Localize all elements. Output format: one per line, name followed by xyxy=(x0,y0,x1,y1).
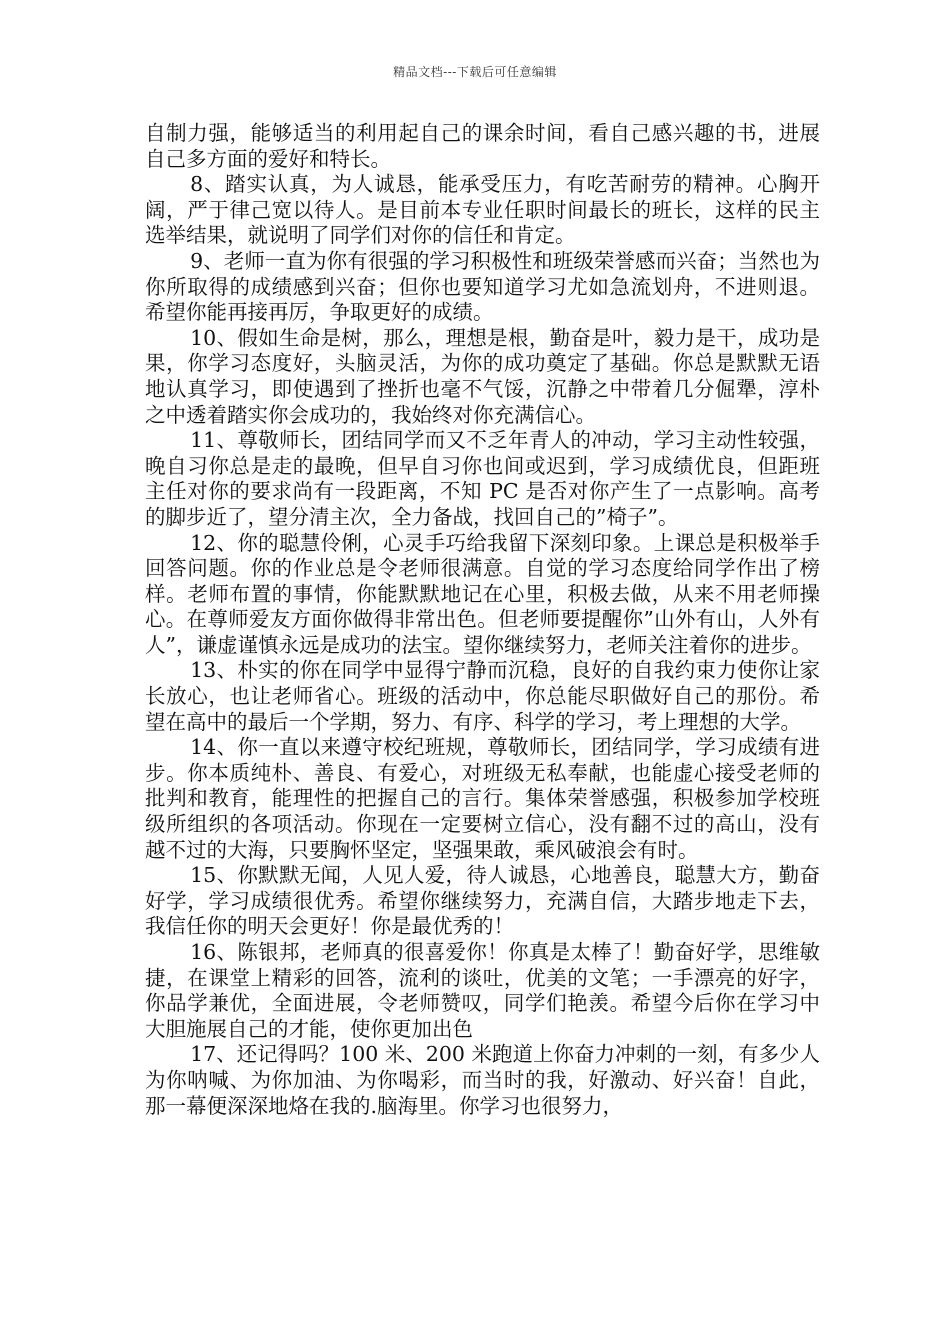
paragraph-item-17: 17、还记得吗？100 米、200 米跑道上你奋力冲刺的一刻，有多少人为你呐喊、为你加油、为你喝彩，而当时的我，好激动、好兴奋！自此，那一幕便深深地烙在我的.脑海里。你学习也很努力， xyxy=(145,1042,820,1118)
paragraph-item-11: 11、尊敬师长，团结同学而又不乏年青人的冲动，学习主动性较强，晚自习你总是走的最晚，但早自习你也间或迟到，学习成绩优良，但距班主任对你的要求尚有一段距离，不知 PC 是否对你产生了一点影响。高考的脚步近了，望分清主次，全力备战，找回自己的”椅子”。 xyxy=(145,428,820,529)
paragraph-item-9: 9、老师一直为你有很强的学习积极性和班级荣誉感而兴奋；当然也为你所取得的成绩感到兴奋；但你也要知道学习尤如急流划舟，不进则退。希望你能再接再厉，争取更好的成绩。 xyxy=(145,248,820,325)
paragraph-item-16: 16、陈银邦，老师真的很喜爱你！你真是太棒了！勤奋好学，思维敏捷，在课堂上精彩的回答，流利的谈吐，优美的文笔；一手漂亮的好字，你品学兼优，全面进展，令老师赞叹，同学们艳羡。希望今后你在学习中大胆施展自己的才能，使你更加出色 xyxy=(145,940,820,1041)
document-body xyxy=(145,121,820,1119)
page-header: 精品文档---下载后可任意编辑 xyxy=(393,65,557,79)
paragraph-item-15: 15、你默默无闻，人见人爱，待人诚恳，心地善良，聪慧大方，勤奋好学，学习成绩很优秀。希望你继续努力，充满自信，大踏步地走下去，我信任你的明天会更好！你是最优秀的！ xyxy=(145,863,820,939)
paragraph-item-14: 14、你一直以来遵守校纪班规，尊敬师长，团结同学，学习成绩有进步。你本质纯朴、善良、有爱心，对班级无私奉献，也能虚心接受老师的批判和教育，能理性的把握自己的言行。集体荣誉感强，积极参加学校班级所组织的各项活动。你现在一定要树立信心，没有翻不过的高山，没有越不过的大海，只要胸怀坚定，坚强果敢，乘风破浪会有时。 xyxy=(145,735,820,862)
paragraph-continuation: 自制力强，能够适当的利用起自己的课余时间，看自己感兴趣的书，进展自己多方面的爱好和特长。 xyxy=(145,121,820,171)
paragraph-item-8: 8、踏实认真，为人诚恳，能承受压力，有吃苦耐劳的精神。心胸开阔，严于律己宽以待人。是目前本专业任职时间最长的班长，这样的民主选举结果，就说明了同学们对你的信任和肯定。 xyxy=(145,172,820,248)
paragraph-item-13: 13、朴实的你在同学中显得宁静而沉稳，良好的自我约束力使你让家长放心，也让老师省心。班级的活动中，你总能尽职做好自己的那份。希望在高中的最后一个学期，努力、有序、科学的学习，考上理想的大学。 xyxy=(145,658,820,734)
paragraph-item-12: 12、你的聪慧伶俐，心灵手巧给我留下深刻印象。上课总是积极举手回答问题。你的作业总是令老师很满意。自觉的学习态度给同学作出了榜样。老师布置的事情，你能默默地记在心里，积极去做，从来不用老师操心。在尊师爱友方面你做得非常出色。但老师要提醒你”山外有山，人外有人”，谦虚谨慎永远是成功的法宝。望你继续努力，老师关注着你的进步。 xyxy=(145,530,820,657)
paragraph-item-10: 10、假如生命是树，那么，理想是根，勤奋是叶，毅力是干，成功是果，你学习态度好，头脑灵活，为你的成功奠定了基础。你总是默默无语地认真学习，即使遇到了挫折也毫不气馁，沉静之中带着几分倔犟，淳朴之中透着踏实你会成功的，我始终对你充满信心。 xyxy=(145,325,820,427)
